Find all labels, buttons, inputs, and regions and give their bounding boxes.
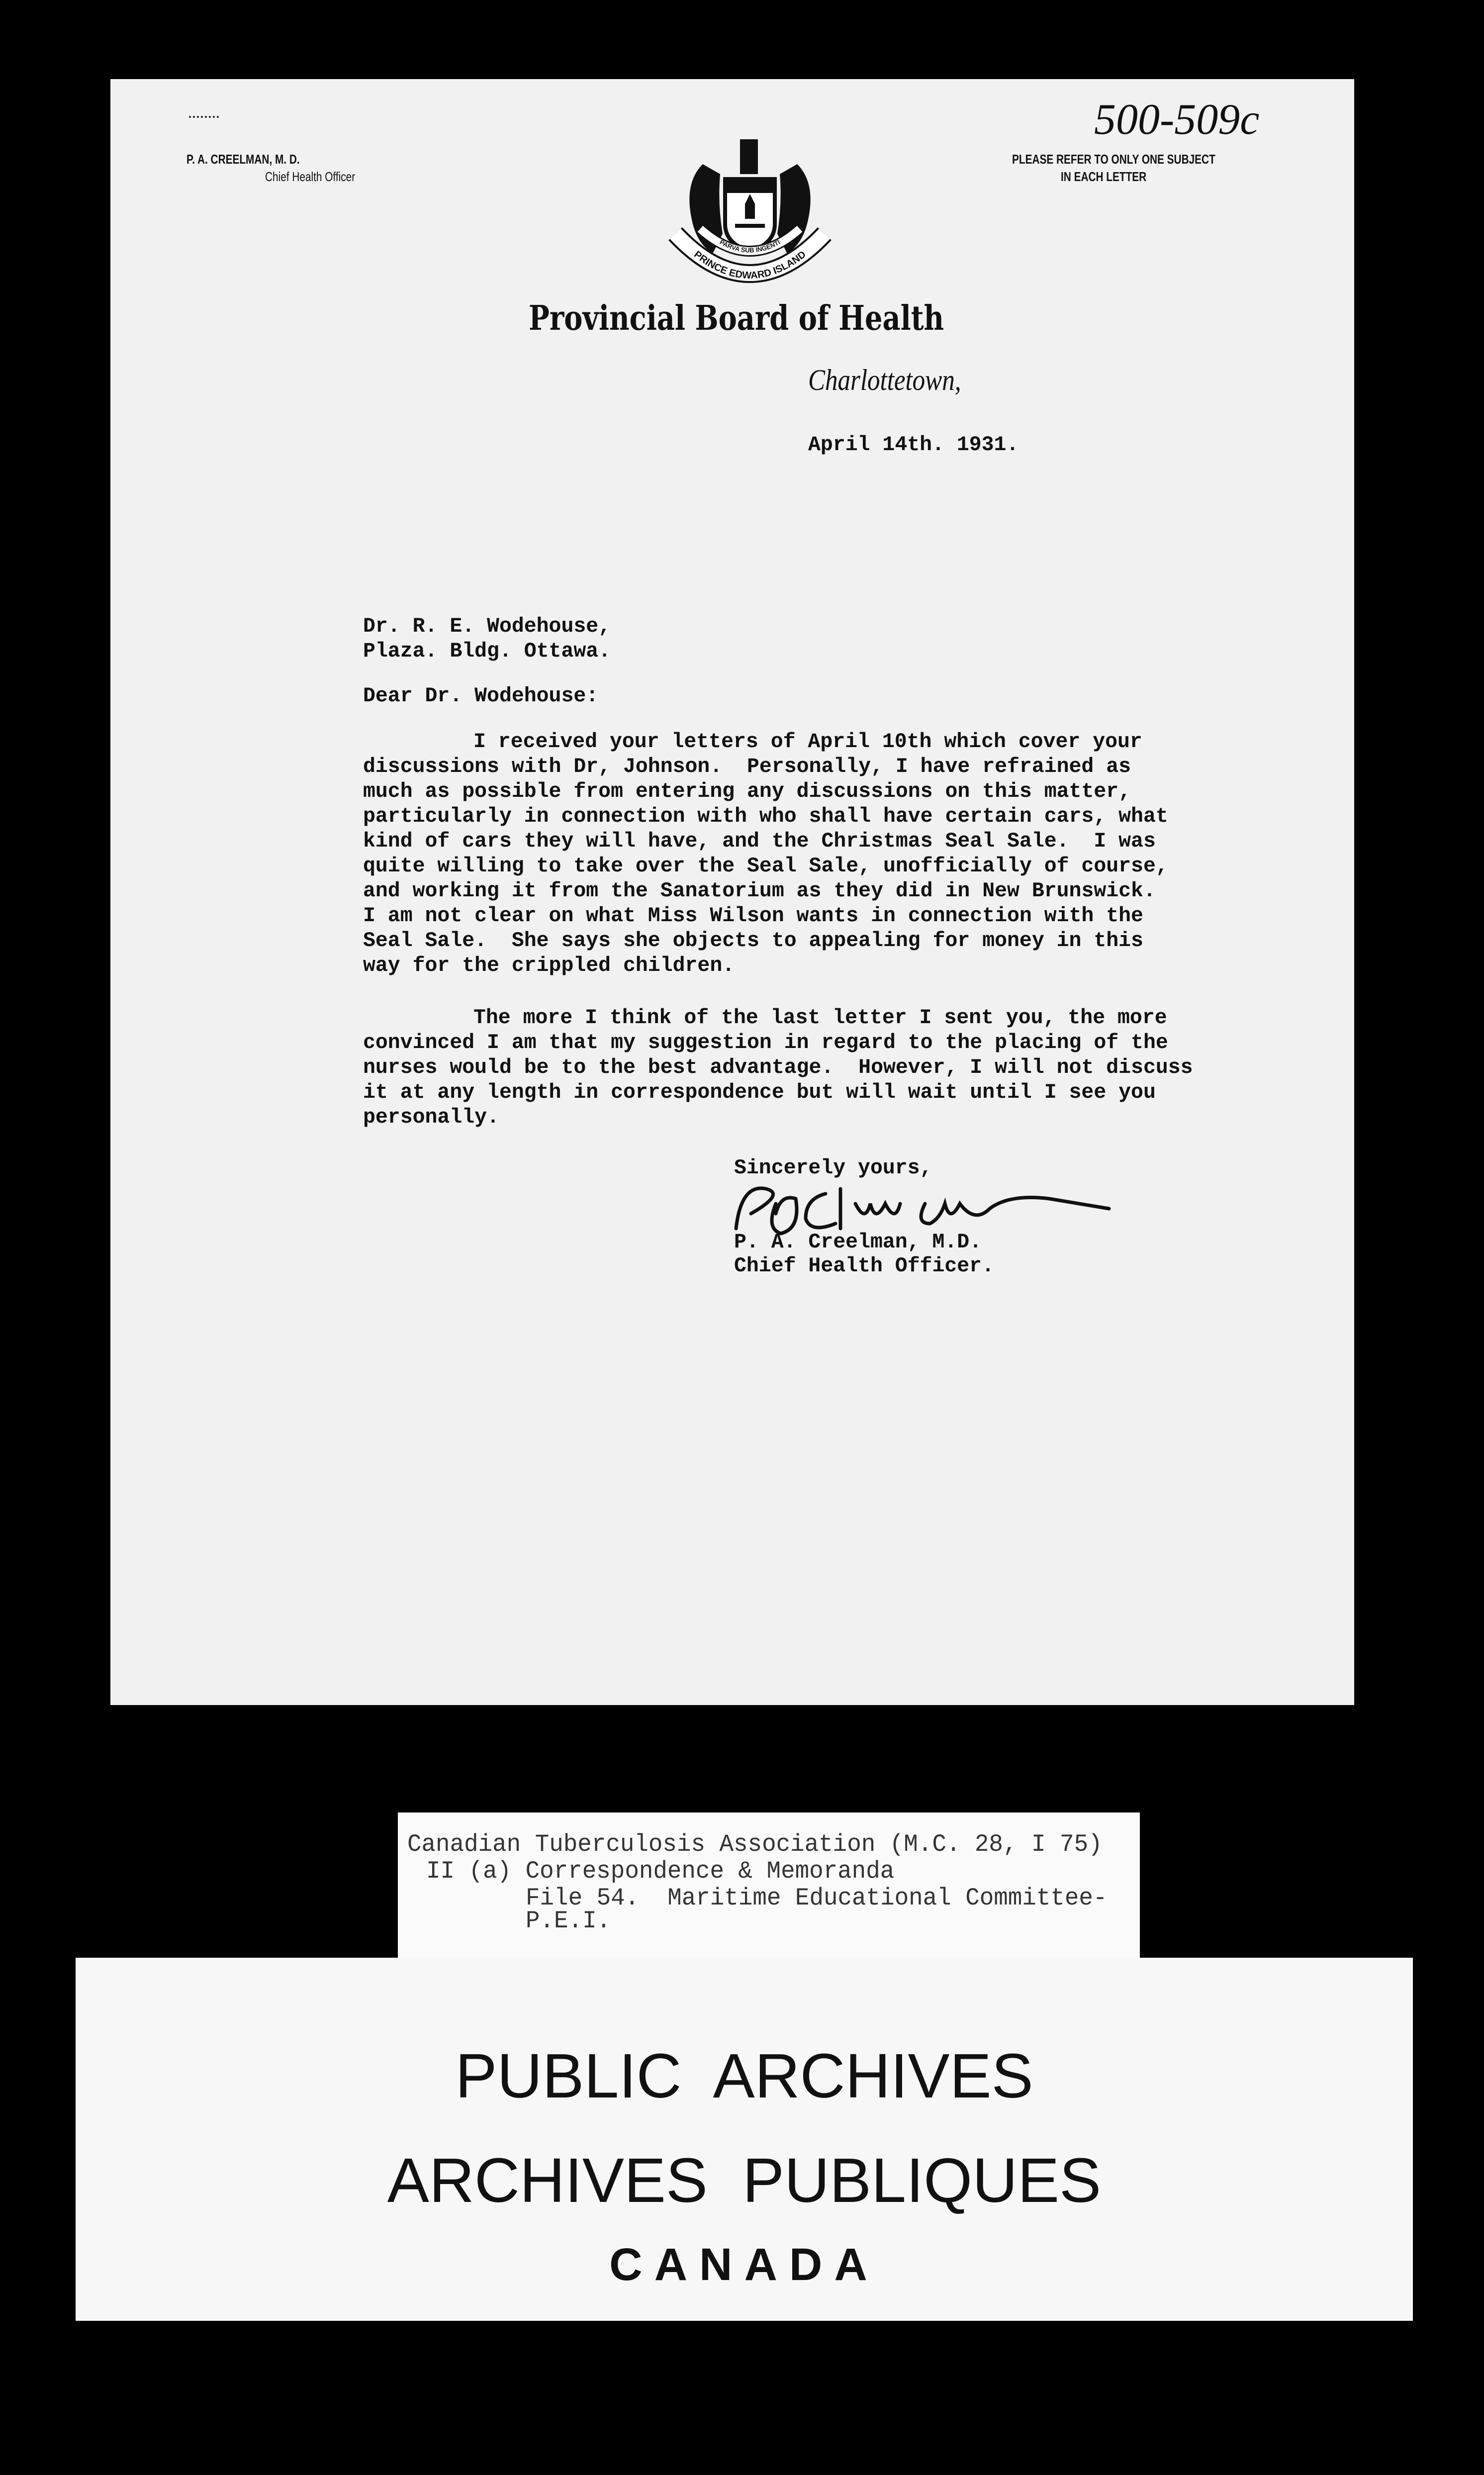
- body-line: Seal Sale. She says she objects to appealing for money in this: [363, 929, 1143, 952]
- archive-label-card: [398, 1812, 1140, 1958]
- notice-line-1: PLEASE REFER TO ONLY ONE SUBJECT: [1012, 152, 1215, 167]
- body-line: The more I think of the last letter I sent you, the more: [473, 1006, 1167, 1030]
- signer-name: P. A. Creelman, M.D.: [734, 1231, 982, 1254]
- body-line: and working it from the Sanatorium as they did in New Brunswick.: [363, 879, 1156, 903]
- closing: Sincerely yours,: [734, 1156, 932, 1180]
- sender-name: P. A. CREELMAN, M. D.: [186, 152, 300, 167]
- label-line: File 54. Maritime Educational Committee-: [526, 1884, 1108, 1912]
- body-line: kind of cars they will have, and the Christmas Seal Sale. I was: [363, 830, 1156, 853]
- body-line: nurses would be to the best advantage. However, I will not discuss: [363, 1056, 1193, 1079]
- paragraph-1: [363, 730, 1168, 978]
- label-line: II (a) Correspondence & Memoranda: [426, 1857, 895, 1885]
- handwritten-reference: 500-509c: [1094, 95, 1260, 144]
- archives-line-1: PUBLIC ARCHIVES: [455, 2041, 1033, 2111]
- body-line: convinced I am that my suggestion in regard to the placing of the: [363, 1031, 1168, 1054]
- sender-title: Chief Health Officer: [265, 169, 356, 184]
- archives-line-3: CANADA: [609, 2239, 879, 2290]
- label-line: P.E.I.: [526, 1907, 611, 1935]
- body-line: personally.: [363, 1106, 499, 1129]
- page-mark: [189, 112, 219, 118]
- recipient-line-2: Plaza. Bldg. Ottawa.: [363, 640, 611, 663]
- pei-crest-icon: [655, 134, 844, 298]
- crest-province-text: PRINCE EDWARD ISLAND: [692, 249, 808, 282]
- body-line: much as possible from entering any discussions on this matter,: [363, 780, 1131, 803]
- label-line: Canadian Tuberculosis Association (M.C. 28, I 75): [407, 1830, 1103, 1858]
- paragraph-2: [363, 1006, 1193, 1130]
- salutation: Dear Dr. Wodehouse:: [363, 684, 599, 708]
- body-line: quite willing to take over the Seal Sale, unofficially of course,: [363, 855, 1168, 878]
- body-line: I am not clear on what Miss Wilson wants in connection with the: [363, 904, 1143, 928]
- body-line: discussions with Dr, Johnson. Personally, I have refrained as: [363, 755, 1131, 778]
- city: Charlottetown,: [808, 364, 961, 396]
- letter-date: April 14th. 1931.: [808, 433, 1019, 457]
- recipient-line-1: Dr. R. E. Wodehouse,: [363, 615, 611, 638]
- body-line: way for the crippled children.: [363, 954, 735, 977]
- organization-title: Provincial Board of Health: [529, 298, 944, 338]
- body-line: I received your letters of April 10th which cover your: [473, 730, 1142, 754]
- body-line: it at any length in correspondence but will wait until I see you: [363, 1081, 1156, 1104]
- public-archives-card: [76, 1958, 1413, 2321]
- archives-line-2: ARCHIVES PUBLIQUES: [387, 2145, 1102, 2215]
- body-line: particularly in connection with who shall have certain cars, what: [363, 805, 1168, 828]
- signer-title: Chief Health Officer.: [734, 1254, 994, 1278]
- crest-motto-text: PARVA SUB INGENTI: [718, 238, 782, 254]
- notice-line-2: IN EACH LETTER: [1061, 169, 1147, 184]
